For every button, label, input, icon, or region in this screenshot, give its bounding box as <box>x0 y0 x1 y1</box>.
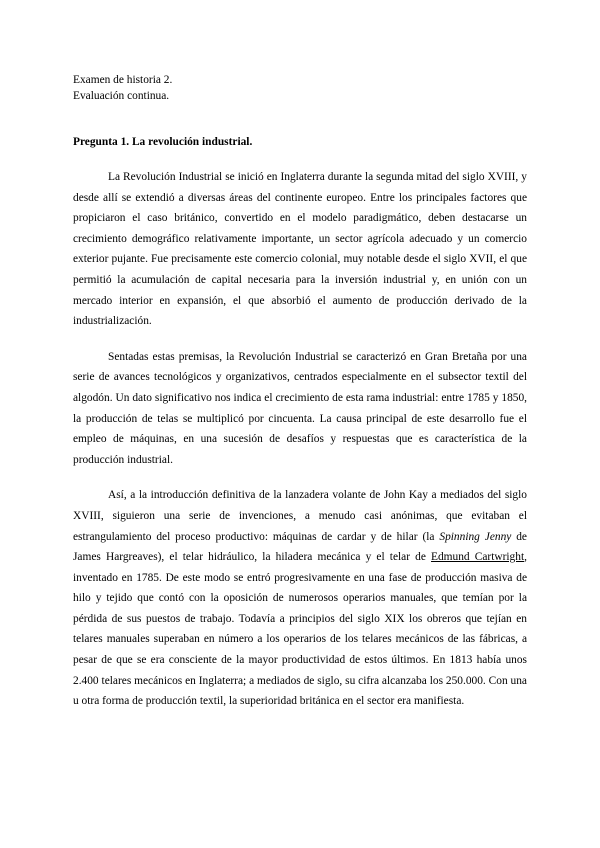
header-line-evaluation: Evaluación continua. <box>73 90 170 102</box>
paragraph-3 <box>73 485 527 712</box>
paragraph-3-part-2: de James Hargreaves), el telar hidráulico, la hiladera mecánica y el telar de <box>73 530 527 564</box>
paragraph-2: Sentadas estas premisas, la Revolución Industrial se caracterizó en Gran Bretaña por una serie de avances tecnológicos y organizativos, centrados especialmente en el subsector textil del algodón. Un dato significativo nos indica el crecimiento de esta rama industrial: entre 1785 y 1850, la producción de telas se multiplicó por cincuenta. La causa principal de este desarrollo fue el empleo de máquinas, en una sucesión de desafíos y respuestas que es característica de la producción industrial. <box>73 350 527 466</box>
spinning-jenny-term: Spinning Jenny <box>439 530 512 543</box>
paragraph-3-part-1: Así, a la introducción definitiva de la lanzadera volante de John Kay a mediados del siglo XVIII, siguieron una serie de invenciones, a menudo casi anónimas, que evitaban el estrangulamiento del proceso productivo: máquinas de cardar y de hilar (la <box>73 489 527 543</box>
document-header <box>73 72 527 104</box>
question-title: Pregunta 1. La revolución industrial. <box>73 136 253 148</box>
paragraph-3-part-3: , inventado en 1785. De este modo se entró progresivamente en una fase de producción masiva de hilo y tejido que contó con la oposición de numerosos operarios manuales, que temían por la pérdida de sus puestos de trabajo. Todavía a principios del siglo XIX los obreros que tejían en telares manuales superaban en número a los operarios de los telares mecánicos de las fábricas, a pesar de que se era consciente de la mayor productividad de estos últimos. En 1813 había unos 2.400 telares mecánicos en Inglaterra; a mediados de siglo, su cifra alcanzaba los 250.000. Con una u otra forma de producción textil, la superioridad británica en el sector era manifiesta. <box>73 551 527 708</box>
paragraph-1: La Revolución Industrial se inició en Inglaterra durante la segunda mitad del siglo XVIII, y desde allí se extendió a diversas áreas del continente europeo. Entre los principales factores que propiciaron el caso británico, convertido en el modelo paradigmático, deben destacarse un crecimiento demográfico relativamente importante, un sector agrícola adecuado y un comercio exterior pujante. Fue precisamente este comercio colonial, muy notable desde el siglo XVII, el que permitió la acumulación de capital necesaria para la inversión industrial y, en unión con un mercado interior en expansión, el que absorbió el aumento de producción derivado de la industrialización. <box>73 171 527 328</box>
edmund-cartwright-link[interactable]: Edmund Cartwright <box>431 551 525 564</box>
header-line-course: Examen de historia 2. <box>73 74 173 86</box>
